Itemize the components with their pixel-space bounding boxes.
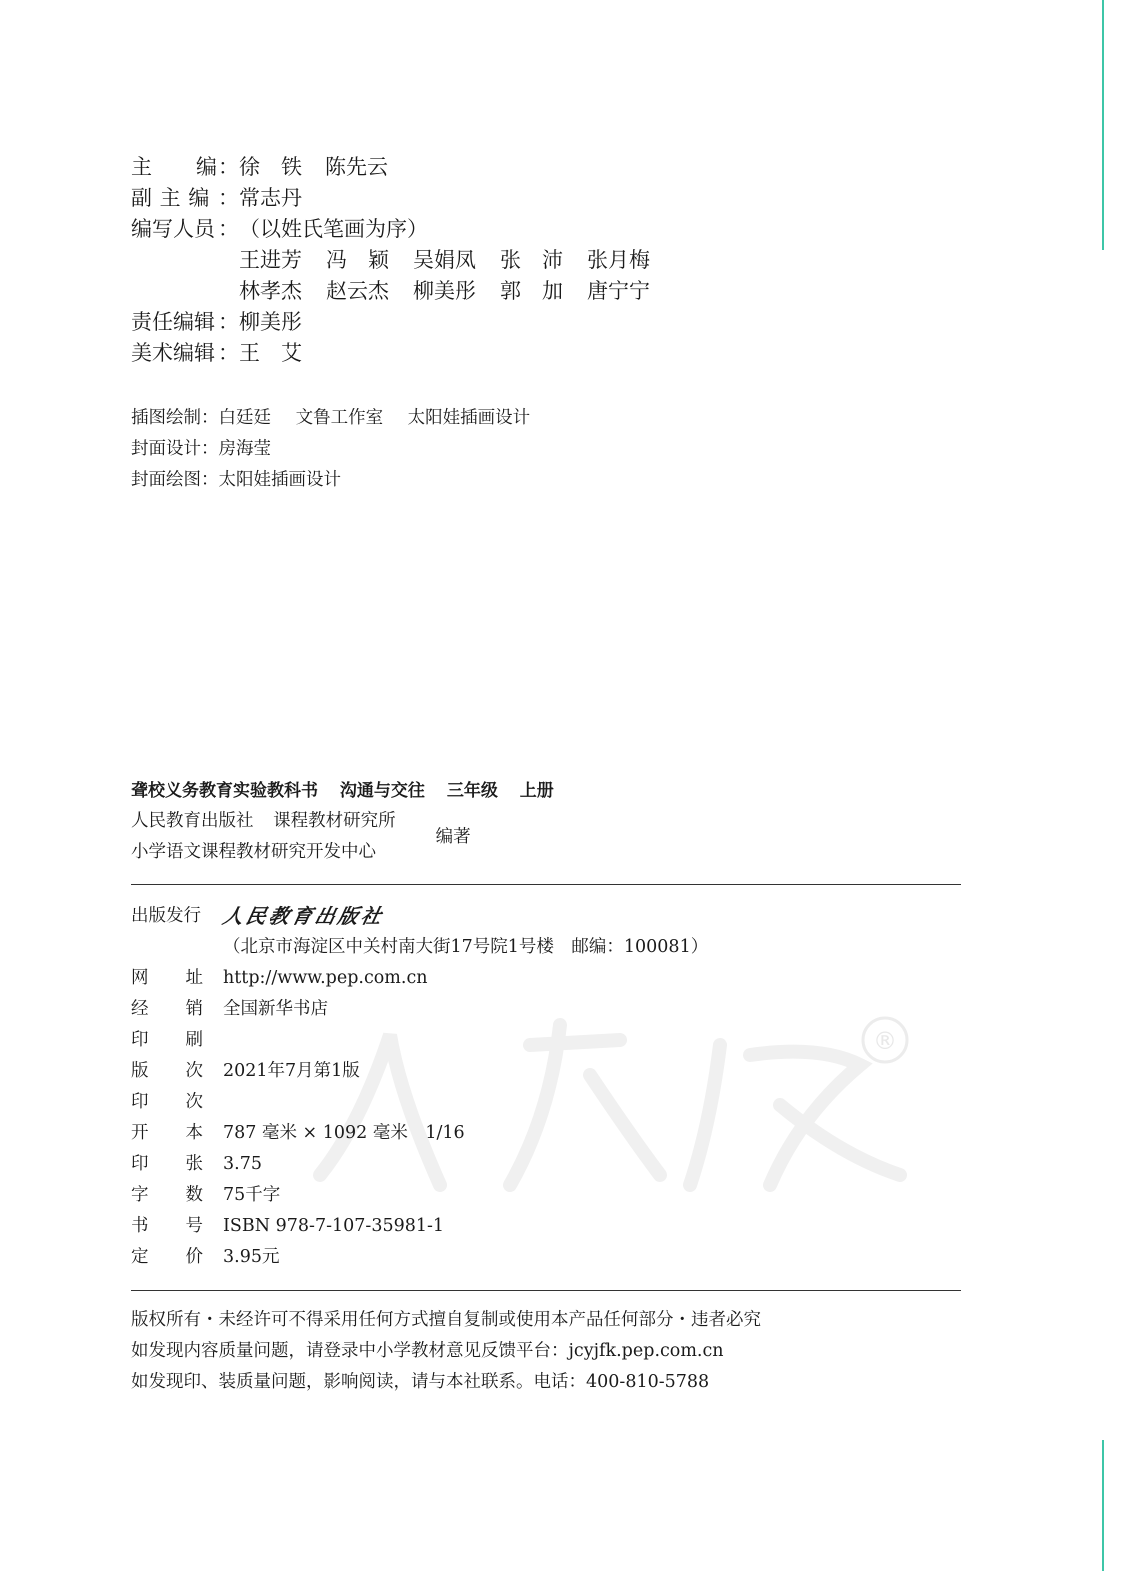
print-feedback-notice: 如发现印、装质量问题，影响阅读，请与本社联系。电话：400-810-5788 bbox=[131, 1372, 710, 1392]
deputy-editor-row bbox=[131, 183, 674, 214]
page-edge-line-bottom bbox=[1102, 1440, 1104, 1571]
sheets-value: 3.75 bbox=[223, 1154, 262, 1174]
price-value: 3.95元 bbox=[223, 1247, 280, 1267]
isbn-label: 书 号 bbox=[131, 1216, 203, 1236]
page-edge-line-top bbox=[1102, 0, 1104, 250]
edition-label: 版 次 bbox=[131, 1061, 203, 1081]
edition-value: 2021年7月第1版 bbox=[223, 1061, 360, 1081]
distributor-value: 全国新华书店 bbox=[223, 999, 328, 1019]
isbn-value: ISBN 978-7-107-35981-1 bbox=[223, 1216, 445, 1236]
distributor-row bbox=[131, 994, 708, 1025]
writer-name: 唐宁宁 bbox=[587, 279, 650, 303]
chief-editor-label: 主 编 ： bbox=[131, 155, 239, 179]
illustrators-row bbox=[131, 403, 549, 434]
format-label: 开 本 bbox=[131, 1123, 203, 1143]
author-org: 课程教材研究所 bbox=[273, 811, 396, 831]
deputy-editor-name: 常志丹 bbox=[239, 186, 302, 210]
writer-name: 张月梅 bbox=[587, 248, 650, 272]
cover-art-label: 封面绘图： bbox=[131, 470, 219, 490]
writers-order-note: （以姓氏笔画为序） bbox=[239, 217, 428, 241]
book-authors bbox=[131, 806, 471, 868]
book-volume: 上册 bbox=[519, 781, 554, 801]
writer-name: 柳美彤 bbox=[413, 279, 476, 303]
registered-mark: ® bbox=[873, 1027, 897, 1055]
price-row bbox=[131, 1242, 708, 1273]
word-count-value: 75千字 bbox=[223, 1185, 281, 1205]
copyright-notice: 版权所有・未经许可不得采用任何方式擅自复制或使用本产品任何部分・违者必究 bbox=[131, 1310, 761, 1330]
writers-names-row-2 bbox=[131, 276, 674, 307]
content-feedback-notice: 如发现内容质量问题，请登录中小学教材意见反馈平台：jcyjfk.pep.com.cn bbox=[131, 1341, 724, 1361]
cover-design-label: 封面设计： bbox=[131, 439, 219, 459]
writer-name: 吴娟凤 bbox=[413, 248, 476, 272]
compiled-by: 编著 bbox=[435, 826, 471, 847]
publication-info bbox=[131, 901, 708, 1273]
responsible-editor-name: 柳美彤 bbox=[239, 310, 302, 334]
responsible-editor-label: 责任编辑 ： bbox=[131, 310, 239, 334]
art-editor-name: 王 艾 bbox=[239, 341, 302, 365]
illustration-credits bbox=[131, 403, 549, 496]
chief-editor-name: 陈先云 bbox=[325, 155, 388, 179]
illustrator-name: 白廷廷 bbox=[218, 408, 271, 428]
chief-editor-name: 徐 铁 bbox=[239, 155, 302, 179]
word-count-label: 字 数 bbox=[131, 1185, 203, 1205]
edition-row bbox=[131, 1056, 708, 1087]
deputy-editor-label: 副 主 编 ： bbox=[131, 186, 239, 210]
writer-name: 王进芳 bbox=[239, 248, 302, 272]
format-value: 787 毫米 × 1092 毫米 1/16 bbox=[223, 1123, 465, 1143]
printer-label: 印 刷 bbox=[131, 1030, 203, 1050]
word-count-row bbox=[131, 1180, 708, 1211]
writers-label: 编写人员 ： bbox=[131, 217, 239, 241]
publisher-row bbox=[131, 901, 708, 932]
art-editor-label: 美术编辑 ： bbox=[131, 341, 239, 365]
cover-art-row bbox=[131, 465, 549, 496]
website-value: http://www.pep.com.cn bbox=[223, 968, 428, 988]
author-org: 人民教育出版社 bbox=[131, 811, 254, 831]
divider bbox=[131, 1290, 961, 1291]
cover-art-value: 太阳娃插画设计 bbox=[218, 470, 341, 490]
illustrator-name: 文鲁工作室 bbox=[295, 408, 384, 428]
writer-name: 郭 加 bbox=[500, 279, 563, 303]
book-series: 聋校义务教育实验教科书 bbox=[131, 781, 318, 801]
impression-row bbox=[131, 1087, 708, 1118]
sheets-row bbox=[131, 1149, 708, 1180]
writer-name: 林孝杰 bbox=[239, 279, 302, 303]
website-row bbox=[131, 963, 708, 994]
isbn-row bbox=[131, 1211, 708, 1242]
publisher-address: （北京市海淀区中关村南大街17号院1号楼 邮编：100081） bbox=[223, 937, 709, 957]
book-grade: 三年级 bbox=[446, 781, 498, 801]
publisher-logo-script: 人民教育出版社 bbox=[220, 904, 387, 928]
cover-design-row bbox=[131, 434, 549, 465]
book-subject: 沟通与交往 bbox=[339, 781, 425, 801]
art-editor-row bbox=[131, 338, 674, 369]
format-row bbox=[131, 1118, 708, 1149]
footer-notices bbox=[131, 1305, 761, 1398]
printer-row bbox=[131, 1025, 708, 1056]
website-label: 网 址 bbox=[131, 968, 203, 988]
writers-names-row-1 bbox=[131, 245, 674, 276]
sheets-label: 印 张 bbox=[131, 1154, 203, 1174]
publisher-label: 出版发行 bbox=[131, 906, 201, 926]
responsible-editor-row bbox=[131, 307, 674, 338]
illustrators-label: 插图绘制： bbox=[131, 408, 219, 428]
editorial-credits bbox=[131, 152, 674, 369]
price-label: 定 价 bbox=[131, 1247, 203, 1267]
writer-name: 赵云杰 bbox=[326, 279, 389, 303]
writer-name: 冯 颖 bbox=[326, 248, 389, 272]
book-title-line bbox=[131, 776, 570, 806]
writer-name: 张 沛 bbox=[500, 248, 563, 272]
distributor-label: 经 销 bbox=[131, 999, 203, 1019]
chief-editor-row bbox=[131, 152, 674, 183]
divider bbox=[131, 884, 961, 885]
writers-row bbox=[131, 214, 674, 245]
illustrator-name: 太阳娃插画设计 bbox=[407, 408, 531, 428]
cover-design-value: 房海莹 bbox=[218, 439, 271, 459]
impression-label: 印 次 bbox=[131, 1092, 203, 1112]
author-org: 小学语文课程教材研究开发中心 bbox=[131, 842, 376, 862]
